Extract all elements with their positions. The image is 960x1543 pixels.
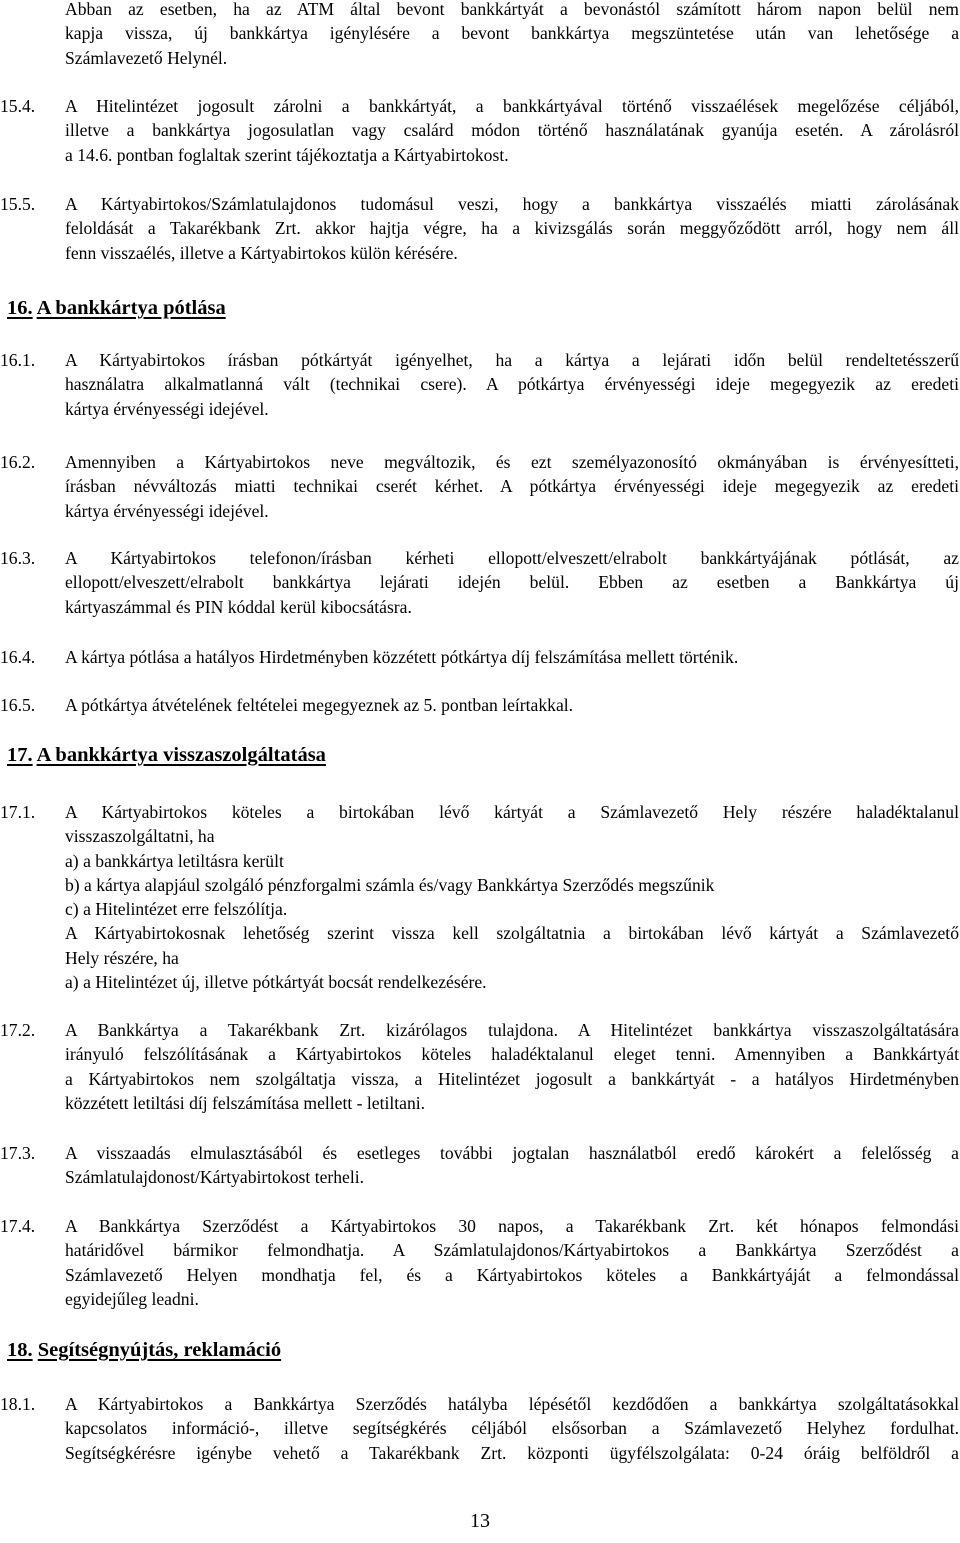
text-line: A Kártyabirtokosnak lehetőség szerint vissza kell szolgáltatnia a birtokában lévő kártyát a Számlavezető [65, 923, 959, 944]
text-line: kapcsolatos információ-, illetve segítségkérés céljából elsősorban a Számlavezető Helyhez fordulhat. [65, 1418, 959, 1439]
heading-title: A bankkártya visszaszolgáltatása [36, 744, 326, 766]
section-16-1 [0, 348, 959, 421]
text-line: A Kártyabirtokos telefonon/írásban kérheti ellopott/elveszett/elrabolt bankkártyájának pótlását, az [65, 548, 959, 568]
section-16-5 [0, 693, 959, 717]
section-number: 16.3. [0, 548, 36, 568]
heading-18 [7, 1337, 281, 1363]
text-line: kártya érvényességi idejével. [65, 500, 269, 521]
section-17-2 [0, 1018, 959, 1115]
section-number: 17.3. [0, 1143, 36, 1163]
text-line: A Kártyabirtokos a Bankkártya Szerződés hatályba lépésétől kezdődően a bankkártya szolgáltatásokkal [65, 1394, 959, 1414]
section-number: 15.5. [0, 194, 36, 214]
page-number: 13 [470, 1510, 490, 1532]
section-17-1 [0, 800, 959, 994]
text-line: A Bankkártya Szerződést a Kártyabirtokos 30 napos, a Takarékbank Zrt. két hónapos felmondási [65, 1216, 959, 1236]
section-15-4 [0, 94, 959, 167]
section-17-4 [0, 1214, 959, 1311]
text-line: közzétett letiltási díj felszámítása mellett - letiltani. [65, 1092, 426, 1113]
section-16-2 [0, 450, 959, 523]
section-number: 17.2. [0, 1020, 36, 1040]
heading-title: Segítségnyújtás, reklamáció [37, 1339, 282, 1361]
section-16-4 [0, 645, 959, 669]
text-line: kapja vissza, új bankkártya igénylésére a bevont bankkártya megszüntetése után van lehetősége a [65, 23, 959, 44]
text-line: Segítségkérésre igénybe vehető a Takarékbank Zrt. központi ügyfélszolgálata: 0-24 óráig belföldről a [65, 1442, 959, 1463]
text-line: A visszaadás elmulasztásából és esetleges további jogtalan használatból eredő károkért a felelősség a [65, 1143, 959, 1163]
heading-number: 16. [7, 297, 33, 319]
section-15-5 [0, 192, 959, 265]
text-line: írásban névváltozás miatti technikai cserét kérhet. A pótkártya érvényességi ideje megegyezik az eredeti [65, 476, 959, 497]
list-item: a) a bankkártya letiltásra került [65, 850, 284, 871]
text-line: a Kártyabirtokos nem szolgáltatja vissza, a Hitelintézet jogosult a bankkártyát - a hatályos Hirdetményben [65, 1068, 959, 1089]
section-18-1 [0, 1392, 959, 1465]
text-line: Abban az esetben, ha az ATM által bevont bankkártyát a bevonástól számított három napon belül nem [65, 0, 959, 19]
text-line: egyidejűleg leadni. [65, 1288, 199, 1309]
section-number: 16.4. [0, 647, 36, 667]
section-number: 18.1. [0, 1394, 36, 1414]
section-number: 17.1. [0, 802, 36, 822]
list-item: a) a Hitelintézet új, illetve pótkártyát bocsát rendelkezésére. [65, 972, 487, 993]
text-line: határidővel bármikor felmondhatja. A Számlatulajdonos/Kártyabirtokos a Bankkártya Szerződést a [65, 1240, 959, 1261]
text-line: A Kártyabirtokos köteles a birtokában lévő kártyát a Számlavezető Hely részére haladéktalanul [65, 802, 959, 822]
section-number: 16.1. [0, 350, 36, 370]
paragraph-intro [65, 0, 959, 70]
text-line: A Kártyabirtokos/Számlatulajdonos tudomásul veszi, hogy a bankkártya visszaélés miatti zárolásának [65, 194, 959, 214]
text-line: kártyaszámmal és PIN kóddal kerül kibocsátásra. [65, 596, 412, 617]
text-line: ellopott/elveszett/elrabolt bankkártya lejárati idején belül. Ebben az esetben a Bankkártya új [65, 572, 959, 593]
text-line: Hely részére, ha [65, 947, 179, 968]
section-number: 16.2. [0, 452, 36, 472]
text-line: A Hitelintézet jogosult zárolni a bankkártyát, a bankkártyával történő visszaélések megelőzése céljából, [65, 96, 959, 116]
text-line: A pótkártya átvételének feltételei megegyeznek az 5. pontban leírtakkal. [65, 695, 574, 715]
heading-number: 18. [7, 1339, 33, 1361]
text-line: A kártya pótlása a hatályos Hirdetményben közzétett pótkártya díj felszámítása mellett történik. [65, 647, 739, 667]
text-line: visszaszolgáltatni, ha [65, 826, 215, 847]
list-item: b) a kártya alapjául szolgáló pénzforgalmi számla és/vagy Bankkártya Szerződés megszűnik [65, 874, 715, 895]
text-line: illetve a bankkártya jogosulatlan vagy csalárd módon történő használatának gyanúja esetén. A zárolásról [65, 120, 959, 141]
heading-title: A bankkártya pótlása [36, 297, 226, 319]
text-line: Amennyiben a Kártyabirtokos neve megváltozik, és ezt személyazonosító okmányában is érvényesítteti, [65, 452, 959, 472]
text-line: fenn visszaélés, illetve a Kártyabirtokos külön kérésére. [65, 242, 458, 263]
text-line: Számlavezető Helyen mondhatja fel, és a Kártyabirtokos köteles a Bankkártyáját a felmondással [65, 1264, 959, 1285]
text-line: feloldását a Takarékbank Zrt. akkor hajtja végre, ha a kivizsgálás során meggyőződött arról, hogy nem áll [65, 218, 959, 239]
text-line: kártya érvényességi idejével. [65, 398, 269, 419]
section-number: 16.5. [0, 695, 36, 715]
section-17-3 [0, 1141, 959, 1190]
section-16-3 [0, 546, 959, 619]
text-line: használatra alkalmatlanná vált (technikai csere). A pótkártya érvényességi ideje megegyezik az eredeti [65, 374, 959, 395]
heading-16 [7, 295, 226, 321]
text-line: a 14.6. pontban foglaltak szerint tájékoztatja a Kártyabirtokost. [65, 144, 509, 165]
text-line: Számlavezető Helynél. [65, 47, 228, 68]
text-line: Számlatulajdonost/Kártyabirtokost terheli. [65, 1167, 365, 1188]
heading-number: 17. [7, 744, 33, 766]
section-number: 15.4. [0, 96, 36, 116]
heading-17 [7, 742, 326, 768]
text-line: irányuló felszólításának a Kártyabirtokos köteles haladéktalanul eleget tenni. Amennyiben a Bankkártyát [65, 1044, 959, 1065]
list-item: c) a Hitelintézet erre felszólítja. [65, 899, 288, 920]
section-number: 17.4. [0, 1216, 36, 1236]
text-line: A Bankkártya a Takarékbank Zrt. kizárólagos tulajdona. A Hitelintézet bankkártya visszaszolgáltatására [65, 1020, 959, 1040]
text-line: A Kártyabirtokos írásban pótkártyát igényelhet, ha a kártya a lejárati időn belül rendeltetésszerű [65, 350, 959, 370]
